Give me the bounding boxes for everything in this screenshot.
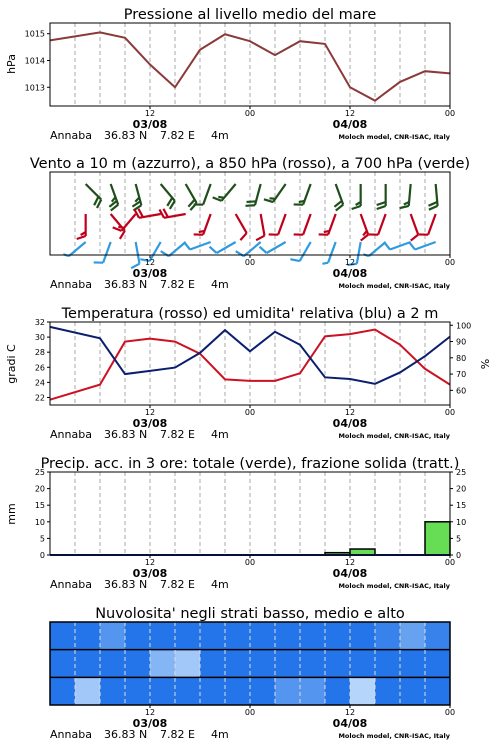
wind-barb-shaft: [169, 242, 186, 256]
temperature-ylabel: gradi C: [5, 344, 18, 384]
wind-barb: [269, 214, 286, 235]
wind-barb-feather: [352, 206, 361, 209]
location-name: Annaba: [50, 129, 92, 142]
cloud-cell: [275, 650, 301, 678]
y-tick-label: 1015: [24, 29, 45, 39]
cloud-cell: [200, 677, 226, 705]
cloud-cell: [150, 677, 176, 705]
x-tick-label: 12: [344, 408, 356, 417]
model-credit: Moloch model, CNR-ISAC, Italy: [338, 582, 450, 590]
wind-barb: [352, 184, 361, 209]
wind-barb: [294, 214, 311, 235]
wind-barb-shaft: [328, 242, 336, 263]
location-name: Annaba: [50, 278, 92, 291]
wind-barb-feather: [240, 233, 246, 240]
pressure-ylabel: hPa: [5, 54, 18, 74]
wind-barb-feather: [299, 201, 305, 202]
y-tick-label: 1014: [24, 56, 45, 66]
date-label: 04/08: [332, 267, 368, 280]
y-tick-label: 24: [34, 378, 45, 388]
x-tick-label: 12: [144, 558, 156, 567]
x-tick-label: 12: [344, 258, 356, 267]
cloud-cell: [100, 622, 126, 650]
cloud-cell: [200, 650, 226, 678]
wind-barb: [161, 242, 186, 256]
humidity-series-line: [50, 327, 450, 384]
wind-barb-shaft: [411, 214, 419, 235]
wind-barb: [94, 242, 111, 263]
location-lon: 7.82 E: [160, 278, 195, 291]
cloud-cell: [150, 650, 176, 678]
wind-barb-shaft: [103, 242, 111, 263]
location-alt: 4m: [211, 278, 229, 291]
location-lon: 7.82 E: [160, 129, 195, 142]
y2-tick-label: 70: [456, 370, 467, 380]
precip-ylabel: mm: [5, 503, 18, 525]
wind-barb-feather: [77, 236, 86, 239]
location-alt: 4m: [211, 129, 229, 142]
cloud-cell: [75, 650, 101, 678]
cloud-cell: [100, 650, 126, 678]
cloud-title: Nuvolosita' negli strati basso, medio e alto: [95, 606, 405, 622]
cloud-cell: [50, 622, 76, 650]
y2-tick-label: 60: [456, 386, 467, 396]
precip-title: Precip. acc. in 3 ore: totale (verde), frazione solida (tratt.): [40, 456, 460, 472]
location-lat: 36.83 N: [104, 728, 148, 741]
wind-barb: [361, 214, 369, 241]
x-tick-label: 00: [444, 109, 456, 118]
location-name: Annaba: [50, 428, 92, 441]
wind-barb-shaft: [203, 184, 211, 205]
date-label: 04/08: [332, 717, 368, 730]
wind-barb: [409, 242, 436, 250]
y2-tick-label: 80: [456, 353, 467, 363]
wind-barb: [184, 242, 211, 250]
wind-barb-feather: [260, 247, 267, 253]
wind-barb-shaft: [378, 214, 386, 235]
x-tick-label: 00: [444, 708, 456, 717]
wind-barb-shaft: [69, 242, 86, 256]
cloud-cell: [350, 650, 376, 678]
date-label: 03/08: [132, 267, 168, 280]
cloud-cell: [150, 622, 176, 650]
y-tick-label: 26: [34, 363, 45, 373]
wind-barb: [429, 184, 438, 210]
wind-barb: [213, 184, 236, 201]
y-tick-label: 32: [34, 318, 45, 327]
y-tick-label: 15: [34, 501, 45, 511]
wind-barb-feather: [384, 242, 390, 249]
y-tick-label: 0: [39, 551, 45, 560]
wind-barb: [411, 214, 419, 241]
cloud-cell: [175, 650, 201, 678]
wind-barb-shaft: [244, 242, 261, 256]
x-tick-label: 12: [344, 558, 356, 567]
wind-barb-feather: [411, 235, 418, 241]
precip-panel: [5, 456, 466, 591]
y2-tick-label: 10: [456, 517, 467, 527]
location-name: Annaba: [50, 728, 92, 741]
location-lon: 7.82 E: [160, 428, 195, 441]
wind-barb-feather: [218, 197, 224, 198]
wind-barb: [294, 184, 311, 205]
x-tick-label: 12: [344, 708, 356, 717]
wind-barb: [109, 184, 118, 211]
wind-barb-feather: [94, 197, 98, 205]
cloud-cell: [275, 622, 301, 650]
date-label: 03/08: [132, 417, 168, 430]
cloud-panel: [50, 606, 455, 741]
cloud-cell: [325, 677, 351, 705]
location-alt: 4m: [211, 428, 229, 441]
wind-barb: [319, 214, 336, 235]
cloud-cell: [375, 677, 401, 705]
wind-barb-feather: [210, 247, 217, 253]
wind-barb-feather: [400, 206, 409, 208]
wind-barb: [290, 242, 310, 261]
wind-barb-feather: [377, 202, 386, 205]
cloud-cell: [400, 622, 426, 650]
cloud-cell: [250, 650, 276, 678]
wind-barb: [400, 184, 411, 208]
model-credit: Moloch model, CNR-ISAC, Italy: [338, 133, 450, 141]
location-lon: 7.82 E: [160, 728, 195, 741]
wind-barb: [194, 214, 211, 235]
cloud-cell: [400, 650, 426, 678]
wind-barb-feather: [247, 201, 256, 202]
wind-barb-feather: [290, 259, 299, 261]
x-tick-label: 12: [144, 408, 156, 417]
y2-tick-label: 25: [456, 468, 467, 477]
wind-barb-feather: [112, 197, 116, 202]
x-tick-label: 00: [244, 258, 256, 267]
cloud-cell: [375, 650, 401, 678]
wind-barb-shaft: [136, 242, 140, 264]
location-name: Annaba: [50, 578, 92, 591]
date-label: 04/08: [332, 417, 368, 430]
wind-barb-shaft: [300, 242, 311, 261]
y2-tick-label: 5: [456, 534, 462, 544]
wind-barb-feather: [118, 227, 124, 228]
y-tick-label: 30: [34, 333, 45, 343]
cloud-cell: [225, 677, 251, 705]
cloud-cell: [175, 622, 201, 650]
location-alt: 4m: [211, 578, 229, 591]
wind-barb-shaft: [217, 242, 236, 253]
wind-barb-feather: [429, 206, 438, 210]
wind-barb-feather: [324, 231, 330, 232]
location-lat: 36.83 N: [104, 278, 148, 291]
wind-barb-feather: [184, 242, 190, 249]
model-credit: Moloch model, CNR-ISAC, Italy: [338, 732, 450, 740]
cloud-cell: [325, 622, 351, 650]
x-tick-label: 00: [444, 558, 456, 567]
cloud-cell: [225, 650, 251, 678]
cloud-cell: [300, 677, 326, 705]
y-tick-label: 20: [34, 484, 45, 494]
wind-barb-shaft: [267, 242, 286, 253]
wind-barb: [322, 242, 335, 264]
wind-barb: [236, 242, 261, 256]
y2-tick-label: 20: [456, 484, 467, 494]
cloud-cell: [100, 677, 126, 705]
cloud-cell: [300, 622, 326, 650]
x-tick-label: 00: [244, 558, 256, 567]
wind-panel: [30, 156, 470, 291]
y-tick-label: 28: [34, 348, 45, 358]
wind-barb: [77, 214, 86, 239]
wind-barb-shaft: [428, 214, 436, 235]
wind-barb: [260, 242, 286, 253]
y2-tick-label: 100: [456, 321, 472, 331]
wind-barb-feather: [361, 235, 368, 241]
wind-barb: [159, 209, 185, 218]
y2-tick-label: 15: [456, 501, 467, 511]
y2-tick-label: 90: [456, 337, 467, 347]
wind-barb: [132, 184, 141, 210]
humidity-ylabel: %: [479, 358, 492, 370]
wind-barb-feather: [256, 236, 264, 241]
cloud-cell: [425, 650, 451, 678]
cloud-cell: [125, 650, 151, 678]
cloud-cell: [425, 622, 451, 650]
x-tick-label: 00: [244, 708, 256, 717]
wind-title: Vento a 10 m (azzurro), a 850 hPa (rosso), a 700 hPa (verde): [29, 156, 471, 172]
wind-barb: [256, 214, 264, 240]
temperature-title: Temperatura (rosso) ed umidita' relativa (blu) a 2 m: [61, 306, 439, 322]
location-lon: 7.82 E: [160, 578, 195, 591]
wind-barb: [86, 184, 102, 208]
location-alt: 4m: [211, 728, 229, 741]
cloud-cell: [425, 677, 451, 705]
cloud-cell: [50, 677, 76, 705]
wind-barb: [134, 209, 160, 218]
wind-barb: [186, 184, 197, 210]
x-tick-label: 12: [144, 258, 156, 267]
y-tick-label: 25: [34, 468, 45, 477]
x-tick-label: 12: [144, 708, 156, 717]
cloud-cell: [350, 622, 376, 650]
wind-barb: [161, 184, 175, 209]
cloud-cell: [125, 677, 151, 705]
wind-barb: [210, 242, 236, 253]
cloud-cell: [50, 650, 76, 678]
x-tick-label: 12: [144, 109, 156, 118]
wind-barb-feather: [322, 263, 328, 264]
date-label: 04/08: [332, 567, 368, 580]
wind-barb-shaft: [357, 242, 361, 264]
cloud-cell: [250, 622, 276, 650]
wind-barb-shaft: [261, 214, 265, 236]
x-tick-label: 12: [344, 109, 356, 118]
y-tick-label: 22: [34, 393, 45, 403]
wind-barb-feather: [363, 231, 367, 236]
location-lat: 36.83 N: [104, 428, 148, 441]
y-tick-label: 10: [34, 517, 45, 527]
x-tick-label: 00: [444, 258, 456, 267]
wind-barb-feather: [429, 202, 438, 206]
cloud-cell: [225, 622, 251, 650]
location-lat: 36.83 N: [104, 129, 148, 142]
cloud-cell: [400, 677, 426, 705]
wind-barb: [236, 214, 247, 240]
location-lat: 36.83 N: [104, 578, 148, 591]
wind-barb-shaft: [236, 214, 247, 233]
date-label: 03/08: [132, 567, 168, 580]
cloud-cell: [325, 650, 351, 678]
wind-barb-feather: [135, 198, 139, 202]
cloud-cell: [175, 677, 201, 705]
cloud-cell: [300, 650, 326, 678]
pressure-panel: [5, 7, 455, 142]
model-credit: Moloch model, CNR-ISAC, Italy: [338, 432, 450, 440]
temperature-panel: [5, 306, 492, 441]
wind-barb: [113, 214, 136, 231]
date-label: 04/08: [332, 118, 368, 131]
date-label: 03/08: [132, 717, 168, 730]
wind-barb: [377, 184, 386, 209]
wind-barb-feather: [264, 199, 273, 202]
model-credit: Moloch model, CNR-ISAC, Italy: [338, 282, 450, 290]
y-tick-label: 1013: [24, 83, 45, 93]
cloud-cell: [375, 622, 401, 650]
wind-barb-feather: [120, 231, 125, 239]
pressure-title: Pressione al livello medio del mare: [123, 7, 377, 23]
wind-barb-shaft: [303, 214, 311, 235]
wind-barb: [363, 242, 385, 256]
cloud-cell: [125, 622, 151, 650]
wind-barb: [63, 242, 85, 256]
wind-barb-feather: [409, 242, 415, 249]
wind-barb-shaft: [278, 214, 286, 235]
wind-barb-feather: [377, 206, 386, 209]
wind-barb-feather: [97, 200, 101, 208]
wind-barb-feather: [246, 205, 255, 206]
cloud-cell: [350, 677, 376, 705]
precip-bar: [425, 522, 450, 555]
wind-barb: [419, 214, 436, 235]
cloud-cell: [200, 622, 226, 650]
date-label: 03/08: [132, 118, 168, 131]
wind-barb: [384, 242, 411, 250]
x-tick-label: 00: [244, 109, 256, 118]
wind-barb: [334, 184, 343, 211]
cloud-cell: [275, 677, 301, 705]
x-tick-label: 00: [444, 408, 456, 417]
wind-barb-feather: [199, 231, 205, 232]
cloud-cell: [75, 622, 101, 650]
wind-barb-shaft: [369, 242, 386, 256]
wind-barb: [246, 184, 261, 206]
cloud-cell: [250, 677, 276, 705]
y2-tick-label: 0: [456, 551, 462, 560]
y-tick-label: 5: [39, 534, 45, 544]
x-tick-label: 00: [244, 408, 256, 417]
wind-barb: [369, 214, 386, 235]
cloud-cell: [75, 677, 101, 705]
